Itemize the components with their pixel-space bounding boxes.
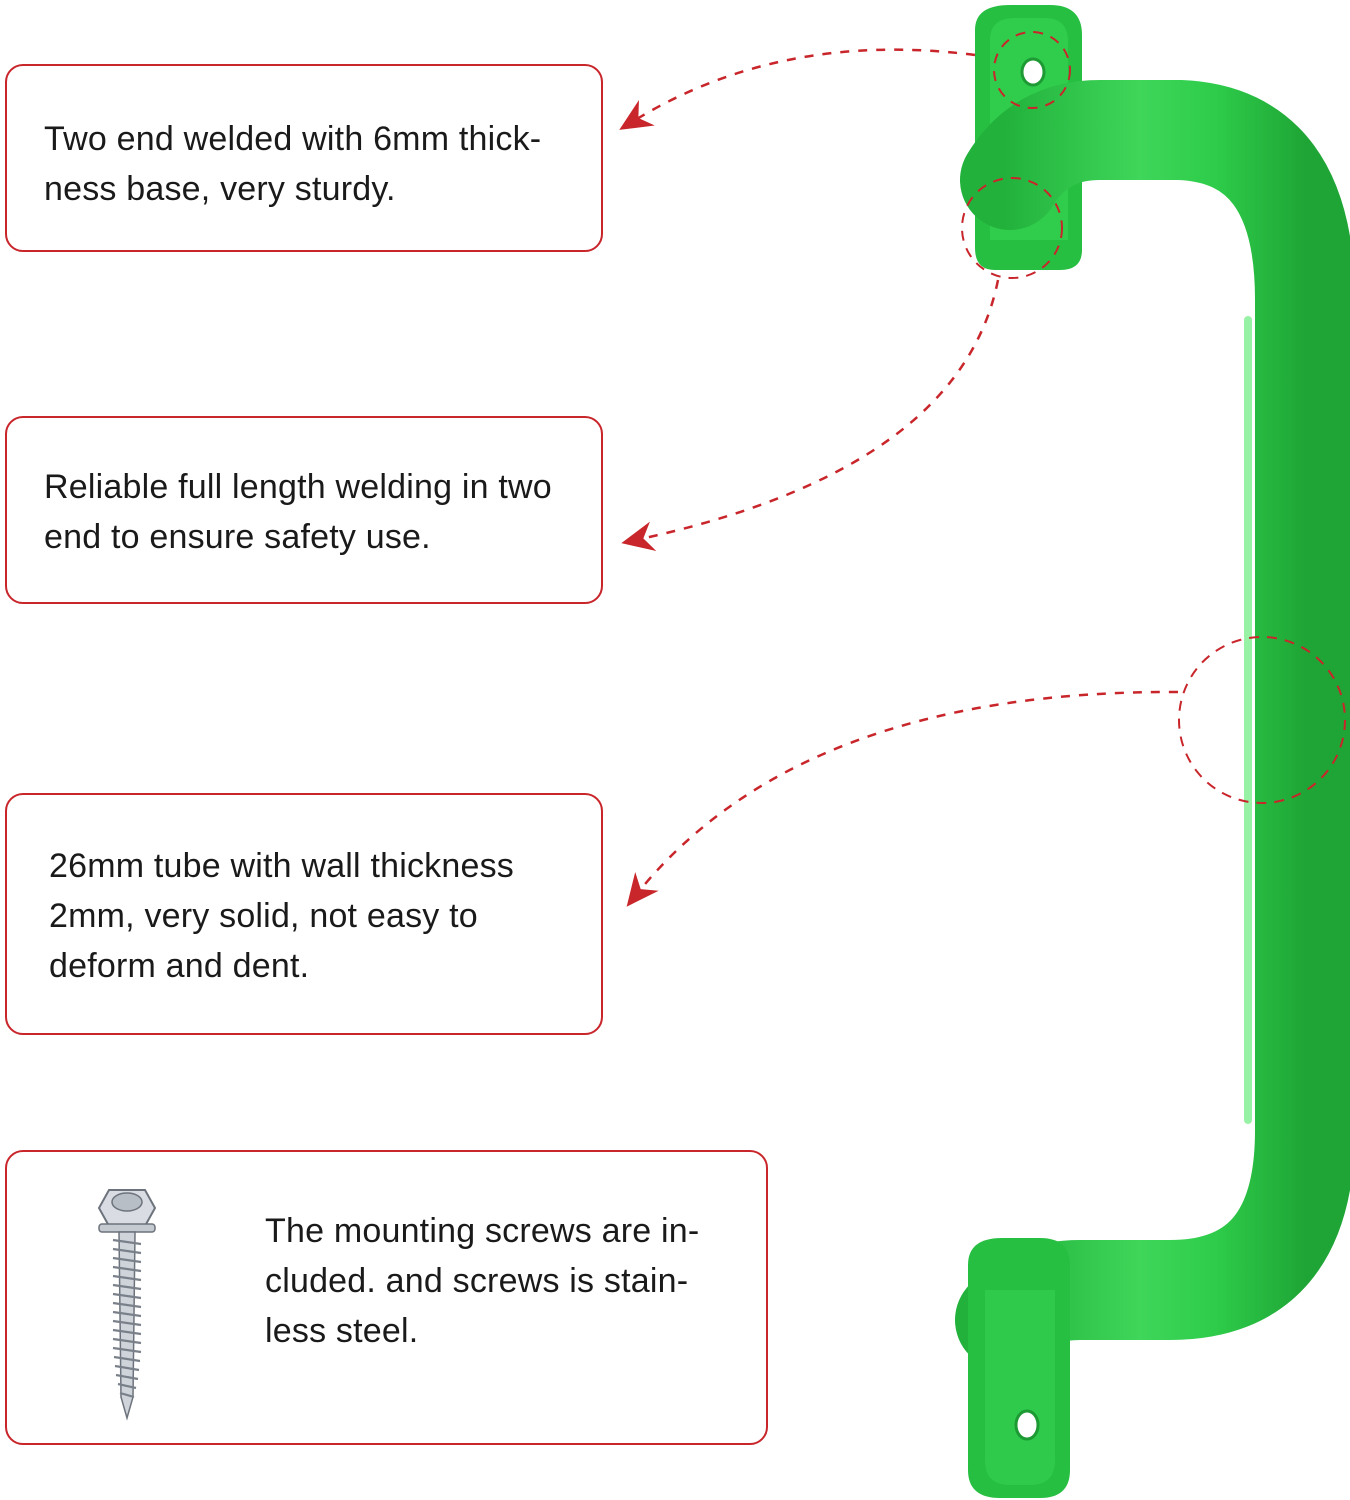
arrow-weld xyxy=(636,280,998,540)
highlight-circles xyxy=(962,32,1345,803)
callout-text: Two end welded with 6mm thick- ness base, very sturdy. xyxy=(44,120,542,208)
grab-handle-icon xyxy=(968,5,1305,1498)
screw-icon xyxy=(87,1182,167,1422)
callout-text: The mounting screws are in- cluded. and screws is stain- less steel. xyxy=(265,1212,700,1350)
callout-base-plate xyxy=(5,64,603,252)
highlight-circle-tube xyxy=(1179,637,1345,803)
callout-welding xyxy=(5,416,603,604)
highlight-circle-base xyxy=(994,32,1070,108)
callout-text: Reliable full length welding in two end to ensure safety use. xyxy=(44,468,552,556)
callout-screws xyxy=(5,1150,768,1445)
callout-tube xyxy=(5,793,603,1035)
arrow-tube xyxy=(636,692,1178,895)
highlight-circle-weld xyxy=(962,178,1062,278)
callout-text: 26mm tube with wall thickness 2mm, very solid, not easy to deform and dent. xyxy=(49,847,514,985)
arrow-icon xyxy=(632,50,1178,895)
arrow-base xyxy=(632,50,975,122)
